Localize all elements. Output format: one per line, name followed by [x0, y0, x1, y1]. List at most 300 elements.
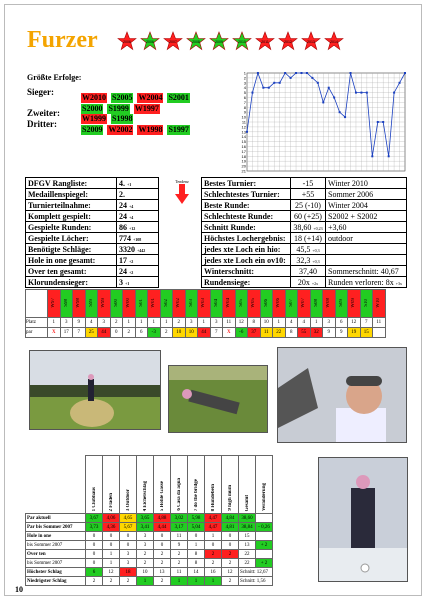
summary-col-header: 2 Fladen	[103, 456, 120, 514]
y-tick-label: 5	[243, 90, 246, 96]
stat-extra: Runden verloren: 8x +3x	[326, 277, 407, 288]
season-header: W06	[273, 290, 286, 318]
summary-cell: 1	[205, 577, 222, 586]
page-title: Furzer	[27, 27, 98, 53]
result-tag: W1998	[138, 125, 163, 134]
summary-cell: 4,36	[103, 523, 120, 532]
stat-value: 774 +108	[117, 233, 159, 244]
summary-cell: 6	[86, 568, 103, 577]
stat-row	[202, 244, 407, 255]
page	[4, 4, 422, 596]
stat-key: Klorundensieger:	[26, 277, 117, 288]
star-year: 2007	[169, 40, 177, 44]
platz-cell: 4	[85, 318, 98, 328]
summary-row-label: Par aktuell	[26, 514, 86, 523]
summary-cell: 2	[137, 559, 154, 568]
stat-key: Bestes Turnier:	[202, 178, 291, 189]
summary-cell: 11	[171, 532, 188, 541]
season-header: W01	[148, 290, 161, 318]
stat-row	[26, 244, 159, 255]
stat-value: 25 (-10)	[290, 200, 325, 211]
season-header: W09	[348, 290, 361, 318]
y-tick-label: 2	[243, 75, 246, 81]
star-year: 2010	[238, 40, 246, 44]
par-cell: 17	[60, 328, 73, 338]
summary-cell: 1	[137, 577, 154, 586]
summary-cell: 2	[222, 559, 239, 568]
result-tag: S1999	[108, 104, 129, 113]
season-header: S07	[285, 290, 298, 318]
stat-row	[202, 233, 407, 244]
result-tag: S2000	[82, 104, 103, 113]
platz-cell: 11	[223, 318, 236, 328]
summary-col-header: 1 Clubhaus	[86, 456, 103, 514]
summary-cell: 3	[137, 541, 154, 550]
par-cell: 19	[348, 328, 361, 338]
summary-row	[26, 541, 273, 550]
summary-row	[26, 523, 273, 532]
summary-cell: 2	[205, 550, 222, 559]
y-tick-label: 3	[243, 80, 246, 86]
star-icon	[140, 31, 160, 51]
y-tick-label: 16	[241, 144, 246, 149]
summary-cell: 0	[120, 541, 137, 550]
summary-cell: 0	[154, 532, 171, 541]
summary-cell: 18	[120, 568, 137, 577]
data-point	[350, 72, 352, 74]
season-header: S01	[135, 290, 148, 318]
result-tag: W2010	[82, 93, 106, 102]
season-header: W04	[223, 290, 236, 318]
star-icon	[186, 31, 206, 51]
summary-row-label: Hole in one	[26, 532, 86, 541]
stat-row	[26, 222, 159, 233]
platz-label: Platz	[26, 318, 48, 328]
summary-cell: - 0,26	[256, 523, 273, 532]
stat-value: 37,40	[290, 266, 325, 277]
stat-row	[202, 211, 407, 222]
summary-cell: 4,81	[222, 523, 239, 532]
summary-cell: 2	[171, 550, 188, 559]
stat-row	[26, 200, 159, 211]
platz-cell: 1	[160, 318, 173, 328]
par-cell-none: X	[48, 328, 61, 338]
stat-key: jedes xte Loch ein hio:	[202, 244, 291, 255]
summary-row	[26, 577, 273, 586]
data-point	[382, 121, 384, 123]
platz-cell: 4	[298, 318, 311, 328]
summary-cell: 4,47	[205, 523, 222, 532]
summary-cell: 12	[103, 568, 120, 577]
dritter-line	[81, 119, 190, 137]
star-icon	[301, 31, 321, 51]
header-blank	[26, 290, 48, 318]
star-year: 2009	[215, 40, 223, 44]
stat-value: 20x +2x	[290, 277, 325, 288]
season-header: S04	[210, 290, 223, 318]
data-point	[339, 111, 341, 113]
season-header: S08	[310, 290, 323, 318]
summary-cell: 22	[239, 559, 256, 568]
platz-cell: 1	[123, 318, 136, 328]
season-header: S00	[110, 290, 123, 318]
summary-cell: 1	[103, 559, 120, 568]
summary-cell: 4,06	[103, 514, 120, 523]
stat-key: Rundensiege:	[202, 277, 291, 288]
result-tag: S2005	[112, 93, 133, 102]
par-cell: 9	[323, 328, 336, 338]
summary-cell: 4,88	[154, 514, 171, 523]
season-header: W98	[73, 290, 86, 318]
data-point	[306, 72, 308, 74]
season-header: S99	[85, 290, 98, 318]
stat-key: Schlechteste Runde:	[202, 211, 291, 222]
par-cell: 0	[110, 328, 123, 338]
summary-row-label: Over ten	[26, 550, 86, 559]
stat-row	[202, 178, 407, 189]
stat-extra: Winter 2004	[326, 200, 407, 211]
platz-cell: 7	[360, 318, 373, 328]
stat-extra: Sommerschnitt: 40,67	[326, 266, 407, 277]
data-point	[295, 72, 297, 74]
season-header: W02	[173, 290, 186, 318]
stat-extra: Sommer 2006	[326, 189, 407, 200]
summary-cell: 0	[222, 541, 239, 550]
stat-value: 17 +2	[117, 255, 159, 266]
summary-row	[26, 550, 273, 559]
summary-col-header: 6 Casa da aqua	[171, 456, 188, 514]
par-cell: 2	[160, 328, 173, 338]
season-header: S05	[235, 290, 248, 318]
star-icon	[117, 31, 137, 51]
summary-cell: 2	[86, 577, 103, 586]
summary-cell: 0	[103, 541, 120, 550]
data-point	[317, 82, 319, 84]
summary-col-header: 4 Eichelschlag	[137, 456, 154, 514]
summary-cell: 2	[205, 559, 222, 568]
summary-cell: 15	[239, 532, 256, 541]
stat-key: Beste Runde:	[202, 200, 291, 211]
summary-cell: 1	[171, 577, 188, 586]
platz-cell: 3	[323, 318, 336, 328]
platz-cell: 12	[348, 318, 361, 328]
stat-value: 18 (+14)	[290, 233, 325, 244]
summary-col-header: Veränderung	[256, 456, 273, 514]
par-cell: -6	[235, 328, 248, 338]
result-tag: S2001	[168, 93, 189, 102]
par-cell: 25	[85, 328, 98, 338]
summary-cell: 0	[86, 532, 103, 541]
y-tick-label: 4	[243, 85, 246, 91]
star-year: 2011	[261, 40, 269, 44]
summary-col-header: 8 Hundebein	[205, 456, 222, 514]
stat-value: 3320 +442	[117, 244, 159, 255]
season-header: S06	[260, 290, 273, 318]
page-number: 10	[15, 585, 23, 594]
stat-row	[26, 255, 159, 266]
data-point	[344, 116, 346, 118]
season-header: W99	[98, 290, 111, 318]
stat-extra	[326, 255, 407, 266]
par-cell-none: X	[223, 328, 236, 338]
y-tick-label: 1	[243, 71, 246, 76]
result-tag: S2009	[82, 125, 103, 134]
data-point	[366, 92, 368, 94]
dritter-label: Dritter:	[27, 119, 57, 129]
summary-cell: 1	[188, 541, 205, 550]
tendenz-arrow-icon	[175, 179, 189, 209]
summary-cell: 3,02	[171, 514, 188, 523]
summary-cell: 0	[120, 532, 137, 541]
summary-header-blank	[26, 456, 86, 514]
star-icon	[232, 31, 252, 51]
summary-cell: 5,04	[188, 523, 205, 532]
data-point	[388, 155, 390, 157]
stat-key: Hole in one gesamt:	[26, 255, 117, 266]
y-tick-label: 19	[241, 158, 246, 164]
season-header: S03	[185, 290, 198, 318]
summary-cell: 3,65	[137, 514, 154, 523]
par-cell: 10	[173, 328, 186, 338]
summary-cell: 5,98	[188, 514, 205, 523]
summary-row-label: bis Sommer 2007	[26, 541, 86, 550]
star-icon	[324, 31, 344, 51]
par-cell: 10	[185, 328, 198, 338]
summary-cell: 3,41	[137, 523, 154, 532]
stat-value: 60 (+25)	[290, 211, 325, 222]
par-cell: 2	[123, 328, 136, 338]
star-icon	[278, 31, 298, 51]
ranking-line-chart	[239, 71, 407, 173]
y-tick-label: 8	[243, 104, 246, 110]
star-year: 2012	[284, 40, 292, 44]
photo-bale	[29, 350, 161, 430]
stat-value: 38,60 +0,23	[290, 222, 325, 233]
summary-row-label: Par bis Sommer 2007	[26, 523, 86, 532]
data-point	[268, 87, 270, 89]
stat-value: 45,5 +0,3	[290, 244, 325, 255]
stats-left-table	[25, 177, 159, 288]
y-tick-label: 21	[241, 168, 246, 173]
platz-cell: 1	[148, 318, 161, 328]
stat-value: 24 +4	[117, 200, 159, 211]
summary-row	[26, 514, 273, 523]
stat-extra	[326, 244, 407, 255]
summary-cell: + 2	[256, 541, 273, 550]
season-header: W07	[298, 290, 311, 318]
summary-cell: Schnitt: 12,67	[239, 568, 273, 577]
platz-cell: 3	[185, 318, 198, 328]
stat-key: Höchstes Lochergebnis:	[202, 233, 291, 244]
stat-key: Schnitt Runde:	[202, 222, 291, 233]
summary-cell: 4,84	[222, 514, 239, 523]
par-cell: 37	[248, 328, 261, 338]
stat-value: 2.	[117, 189, 159, 200]
star-icon	[255, 31, 275, 51]
erfolge-heading: Größte Erfolge:	[27, 73, 82, 82]
stat-key: jedes xte Loch ein ov10:	[202, 255, 291, 266]
platz-cell: 6	[335, 318, 348, 328]
data-point	[246, 131, 248, 133]
summary-cell: 2	[154, 559, 171, 568]
stat-row	[26, 233, 159, 244]
result-tag: W2004	[138, 93, 163, 102]
platz-cell: 1	[310, 318, 323, 328]
stat-value: 24 +4	[117, 211, 159, 222]
summary-cell: 13	[154, 568, 171, 577]
summary-cell: 2	[154, 550, 171, 559]
summary-cell: 0	[86, 559, 103, 568]
data-point	[377, 121, 379, 123]
stat-extra: Winter 2010	[326, 178, 407, 189]
sieger-label: Sieger:	[27, 87, 54, 97]
par-cell: 8	[285, 328, 298, 338]
summary-row-label: Niedrigster Schlag	[26, 577, 86, 586]
tendenz-label: Tendenz	[175, 179, 189, 184]
summary-cell: 2	[120, 577, 137, 586]
data-point	[257, 72, 259, 74]
summary-cell: 3	[120, 559, 137, 568]
summary-cell	[256, 532, 273, 541]
platz-cell: 11	[373, 318, 386, 328]
summary-cell: 0	[86, 541, 103, 550]
season-header: S09	[335, 290, 348, 318]
season-header: S98	[60, 290, 73, 318]
stat-value: 3 +1	[117, 277, 159, 288]
y-tick-label: 15	[241, 139, 246, 145]
platz-cell: 12	[235, 318, 248, 328]
platz-cell: 1	[48, 318, 61, 328]
stat-row	[26, 189, 159, 200]
platz-cell: 4	[285, 318, 298, 328]
zweiter-label: Zweiter:	[27, 108, 60, 118]
summary-cell: 0	[154, 541, 171, 550]
y-tick-label: 7	[243, 99, 246, 105]
platz-cell: 3	[98, 318, 111, 328]
data-point	[371, 155, 373, 157]
stat-row	[26, 277, 159, 288]
summary-cell: 16	[205, 568, 222, 577]
platz-cell: 2	[173, 318, 186, 328]
photo-snow	[277, 347, 407, 443]
summary-row	[26, 559, 273, 568]
y-tick-label: 6	[243, 95, 246, 100]
star-year: 2008	[192, 40, 200, 44]
par-cell: 7	[210, 328, 223, 338]
stat-row	[202, 200, 407, 211]
season-header: W00	[123, 290, 136, 318]
stat-value: -15	[290, 178, 325, 189]
summary-cell: 22	[239, 550, 256, 559]
summary-cell: 0	[103, 532, 120, 541]
summary-cell: 9	[171, 541, 188, 550]
summary-cell: 10	[137, 568, 154, 577]
summary-cell: 4,47	[205, 514, 222, 523]
summary-cell: 2	[137, 550, 154, 559]
stat-key: Turnierteilnahme:	[26, 200, 117, 211]
season-header: S10	[360, 290, 373, 318]
par-cell: 32	[310, 328, 323, 338]
stat-key: Over ten gesamt:	[26, 266, 117, 277]
summary-col-header: 3 Outdoor	[120, 456, 137, 514]
summary-cell: 11	[171, 568, 188, 577]
par-cell: 9	[335, 328, 348, 338]
summary-cell: 8	[188, 559, 205, 568]
par-cell: -3	[148, 328, 161, 338]
data-point	[284, 72, 286, 74]
summary-cell: 2	[222, 550, 239, 559]
par-cell: 11	[260, 328, 273, 338]
platz-cell: 10	[260, 318, 273, 328]
season-header: S02	[160, 290, 173, 318]
season-header: W05	[248, 290, 261, 318]
data-point	[328, 87, 330, 89]
platz-cell: 2	[110, 318, 123, 328]
stat-row	[202, 222, 407, 233]
y-tick-label: 14	[241, 134, 246, 140]
data-point	[262, 87, 264, 89]
summary-cell: 2	[154, 577, 171, 586]
star-year: 2013	[307, 40, 315, 44]
stat-key: Winterschnitt:	[202, 266, 291, 277]
stat-row	[202, 255, 407, 266]
photo-lying	[168, 365, 268, 433]
star-year: 2014	[330, 40, 338, 44]
summary-cell	[256, 514, 273, 523]
y-tick-label: 18	[241, 153, 246, 159]
result-tag: W1997	[134, 104, 159, 113]
season-header: W08	[323, 290, 336, 318]
stat-extra: S2002 + S2002	[326, 211, 407, 222]
stat-key: Gespielte Löcher:	[26, 233, 117, 244]
stat-key: Gespielte Runden:	[26, 222, 117, 233]
data-point	[279, 82, 281, 84]
summary-cell: 0	[205, 541, 222, 550]
stat-row	[26, 211, 159, 222]
y-tick-label: 13	[241, 129, 246, 135]
result-tag: W1999	[82, 114, 106, 123]
platz-cell: 9	[73, 318, 86, 328]
summary-cell: 0	[222, 532, 239, 541]
data-point	[355, 92, 357, 94]
y-tick-label: 10	[241, 114, 246, 120]
stat-key: DFGV Rangliste:	[26, 178, 117, 189]
star-year: 2006	[146, 40, 154, 44]
summary-cell: 3	[120, 550, 137, 559]
stat-value: 86 +12	[117, 222, 159, 233]
star-icon	[163, 31, 183, 51]
season-header: W10	[373, 290, 386, 318]
data-point	[300, 72, 302, 74]
platz-cell: 3	[60, 318, 73, 328]
stat-row	[202, 266, 407, 277]
summary-col-header: 7 do the bridge	[188, 456, 205, 514]
stat-value: +55	[290, 189, 325, 200]
summary-cell: 2	[222, 577, 239, 586]
result-tag: W2002	[108, 125, 133, 134]
data-point	[393, 92, 395, 94]
platz-cell: 1	[273, 318, 286, 328]
summary-cell: 3,67	[86, 514, 103, 523]
summary-cell: 1	[188, 577, 205, 586]
tournament-results-table	[25, 289, 386, 338]
stat-row	[26, 178, 159, 189]
y-tick-label: 12	[241, 124, 246, 130]
stat-row	[26, 266, 159, 277]
par-cell: 6	[135, 328, 148, 338]
result-tag: S1998	[112, 114, 133, 123]
summary-cell: 8	[188, 550, 205, 559]
